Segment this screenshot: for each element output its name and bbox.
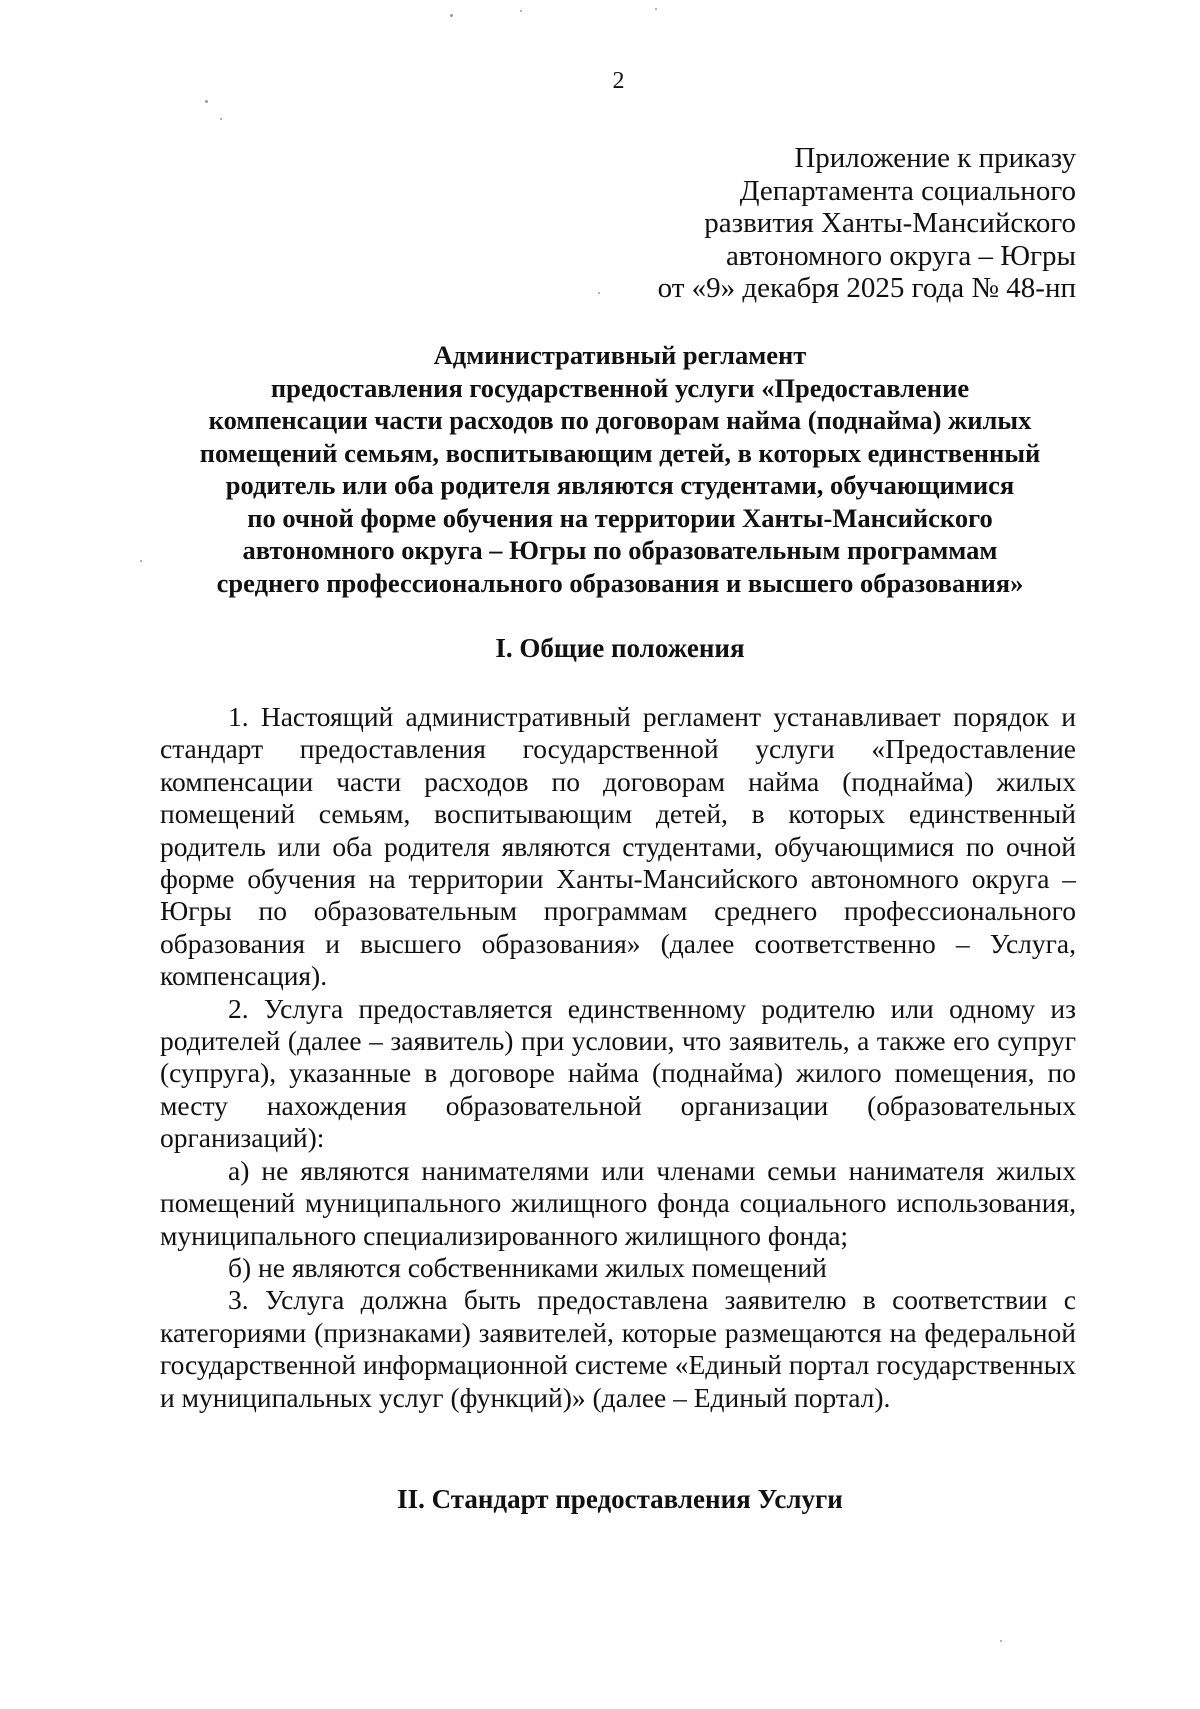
title-line: помещений семьям, воспитывающим детей, в которых единственный	[199, 437, 1041, 468]
paragraph-3: 3. Услуга должна быть предоставлена заявителю в соответствии с категориями (признаками) заявителей, которые размещаются на федеральной государственной информационной системе «Единый портал государственных и муниципальных услуг (функций)» (далее – Единый портал).	[160, 1284, 1076, 1413]
title-line: компенсации части расходов по договорам найма (поднайма) жилых	[208, 405, 1032, 435]
paragraph-1: 1. Настоящий административный регламент устанавливает порядок и стандарт предоставления государственной услуги «Предоставление компенсации части расходов по договорам найма (поднайма) жилых помещений семьям, воспитывающим детей, в которых единственный родитель или оба родителя являются студентами, обучающимися по очной форме обучения на территории Ханты-Мансийского автономного округа – Югры по образовательным программам среднего профессионального образования и высшего образования» (далее соответственно – Услуга, компенсация).	[160, 701, 1076, 992]
title-line: среднего профессионального образования и высшего образования»	[216, 567, 1024, 598]
scan-speck	[205, 100, 208, 103]
title-line: предоставления государственной услуги «Предоставление	[270, 372, 970, 403]
scan-speck	[598, 292, 600, 294]
appendix-line: автономного округа – Югры	[725, 239, 1076, 272]
title-line: Административный регламент	[433, 340, 807, 370]
page-number: 2	[612, 68, 625, 94]
title-line: по очной форме обучения на территории Ханты-Мансийского	[247, 502, 993, 533]
scan-speck	[140, 560, 142, 562]
scan-speck	[450, 14, 453, 17]
appendix-block	[436, 142, 1076, 305]
section-2-heading: II. Стандарт предоставления Услуги	[397, 1484, 843, 1514]
appendix-line: Приложение к приказу	[794, 142, 1076, 174]
section-1-body	[160, 701, 1076, 1414]
appendix-line: Департамента социального	[739, 174, 1076, 207]
title-line: родитель или оба родителя являются студентами, обучающимися	[225, 470, 1015, 500]
document-title	[140, 339, 1100, 599]
paragraph-2: 2. Услуга предоставляется единственному родителю или одному из родителей (далее – заявитель) при условии, что заявитель, а также его супруг (супруга), указанные в договоре найма (поднайма) жилого помещения, по месту нахождения образовательной организации (образовательных организаций):	[160, 992, 1076, 1154]
scan-speck	[220, 118, 222, 120]
scan-speck	[1000, 1640, 1002, 1642]
appendix-line: от «9» декабря 2025 года № 48-нп	[657, 272, 1076, 304]
scan-speck	[520, 10, 522, 12]
scan-speck	[655, 8, 657, 10]
section-1-heading: I. Общие положения	[495, 633, 745, 663]
paragraph-2a: а) не являются нанимателями или членами семьи нанимателя жилых помещений муниципального жилищного фонда социального использования, муниципального специализированного жилищного фонда;	[160, 1154, 1076, 1251]
appendix-line: развития Ханты-Мансийского	[704, 207, 1076, 239]
paragraph-2b: б) не являются собственниками жилых помещений	[228, 1251, 827, 1283]
title-line: автономного округа – Югры по образовательным программам	[242, 535, 998, 565]
